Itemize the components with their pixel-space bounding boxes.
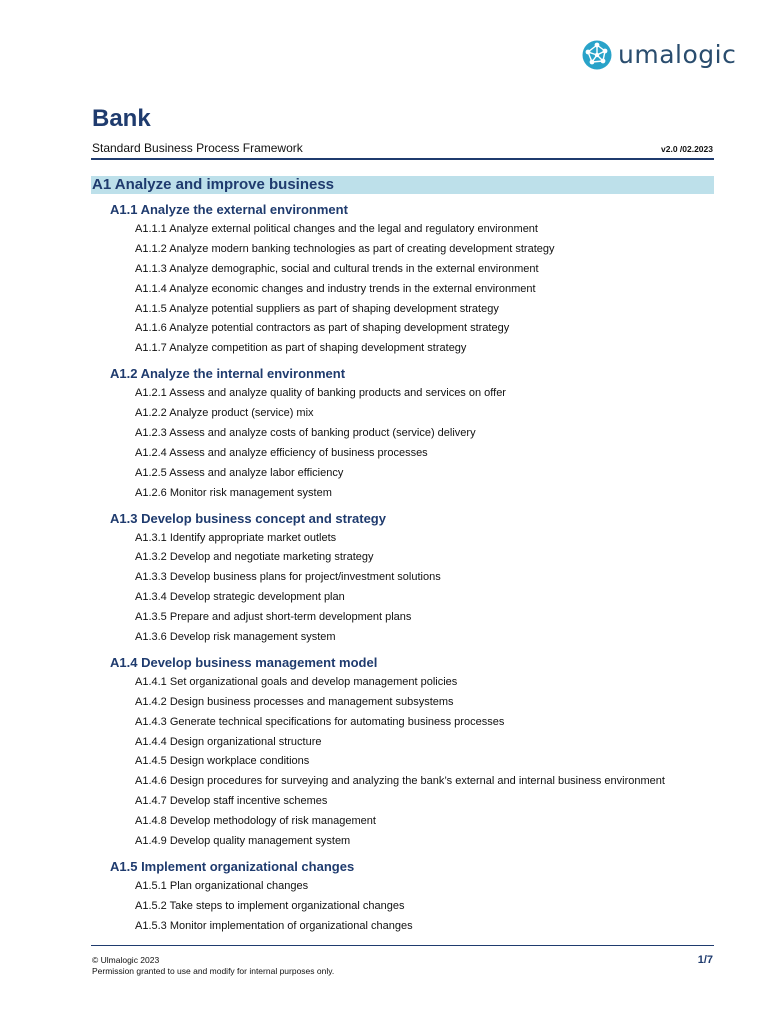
- process-item: A1.4.1 Set organizational goals and develop management policies: [135, 675, 458, 688]
- process-item: A1.4.6 Design procedures for surveying and analyzing the bank’s external and internal business environment: [135, 775, 665, 788]
- network-globe-icon: [582, 40, 612, 70]
- process-group: [91, 652, 714, 852]
- document-subtitle: Standard Business Process Framework: [92, 141, 303, 155]
- process-group: [91, 363, 714, 503]
- process-item: A1.2.5 Assess and analyze labor efficiency: [135, 466, 344, 479]
- subsection-heading: A1.2 Analyze the internal environment: [110, 366, 346, 382]
- process-group: [91, 856, 714, 937]
- brand-name: umalogic: [618, 40, 737, 69]
- page-title: Bank: [92, 105, 151, 132]
- process-item: A1.5.2 Take steps to implement organizational changes: [135, 899, 405, 912]
- process-item: A1.3.5 Prepare and adjust short-term development plans: [135, 611, 412, 624]
- process-item: A1.1.5 Analyze potential suppliers as part of shaping development strategy: [135, 302, 499, 315]
- process-item: A1.2.3 Assess and analyze costs of banking product (service) delivery: [135, 427, 476, 440]
- process-item: A1.3.3 Develop business plans for project/investment solutions: [135, 571, 441, 584]
- process-item: A1.4.5 Design workplace conditions: [135, 755, 310, 768]
- process-item: A1.1.7 Analyze competition as part of shaping development strategy: [135, 342, 467, 355]
- footer-divider: [91, 945, 714, 946]
- process-item: A1.3.1 Identify appropriate market outlets: [135, 531, 337, 544]
- process-item: A1.4.8 Develop methodology of risk management: [135, 815, 376, 828]
- process-item: A1.4.2 Design business processes and management subsystems: [135, 695, 454, 708]
- process-item: A1.4.4 Design organizational structure: [135, 735, 322, 748]
- process-item: A1.2.1 Assess and analyze quality of banking products and services on offer: [135, 387, 506, 400]
- process-item: A1.2.6 Monitor risk management system: [135, 486, 332, 499]
- version-label: v2.0 /02.2023: [661, 144, 713, 154]
- subsection-heading: A1.4 Develop business management model: [110, 654, 378, 670]
- page-number: 1/7: [697, 954, 713, 966]
- process-item: A1.3.6 Develop risk management system: [135, 631, 336, 644]
- subsection-heading: A1.1 Analyze the external environment: [110, 202, 348, 217]
- process-item: A1.4.9 Develop quality management system: [135, 835, 351, 848]
- process-group: [91, 508, 714, 648]
- header-divider: [91, 158, 714, 160]
- process-groups: [91, 199, 714, 937]
- process-item: A1.2.4 Assess and analyze efficiency of business processes: [135, 446, 428, 459]
- process-outline: [91, 176, 714, 941]
- permission-text: Permission granted to use and modify for internal purposes only.: [92, 966, 335, 976]
- process-item: A1.2.2 Analyze product (service) mix: [135, 407, 314, 420]
- process-item: A1.1.6 Analyze potential contractors as part of shaping development strategy: [135, 322, 510, 335]
- process-item: A1.3.2 Develop and negotiate marketing strategy: [135, 551, 374, 564]
- process-item: A1.4.7 Develop staff incentive schemes: [135, 795, 328, 808]
- process-group: [91, 199, 714, 359]
- process-item: A1.3.4 Develop strategic development plan: [135, 591, 345, 604]
- section-heading: A1 Analyze and improve business: [91, 176, 714, 194]
- process-item: A1.1.1 Analyze external political changes and the legal and regulatory environment: [135, 223, 538, 235]
- brand-logo: [582, 38, 736, 72]
- process-item: A1.1.2 Analyze modern banking technologies as part of creating development strategy: [135, 242, 555, 255]
- process-item: A1.1.4 Analyze economic changes and industry trends in the external environment: [135, 282, 536, 295]
- process-item: A1.4.3 Generate technical specifications for automating business processes: [135, 715, 505, 728]
- copyright-text: © Ulmalogic 2023: [92, 955, 160, 965]
- subsection-heading: A1.5 Implement organizational changes: [110, 858, 355, 874]
- process-item: A1.5.1 Plan organizational changes: [135, 879, 309, 892]
- process-item: A1.1.3 Analyze demographic, social and cultural trends in the external environment: [135, 262, 539, 275]
- subsection-heading: A1.3 Develop business concept and strategy: [110, 510, 386, 526]
- process-item: A1.5.3 Monitor implementation of organizational changes: [135, 919, 413, 932]
